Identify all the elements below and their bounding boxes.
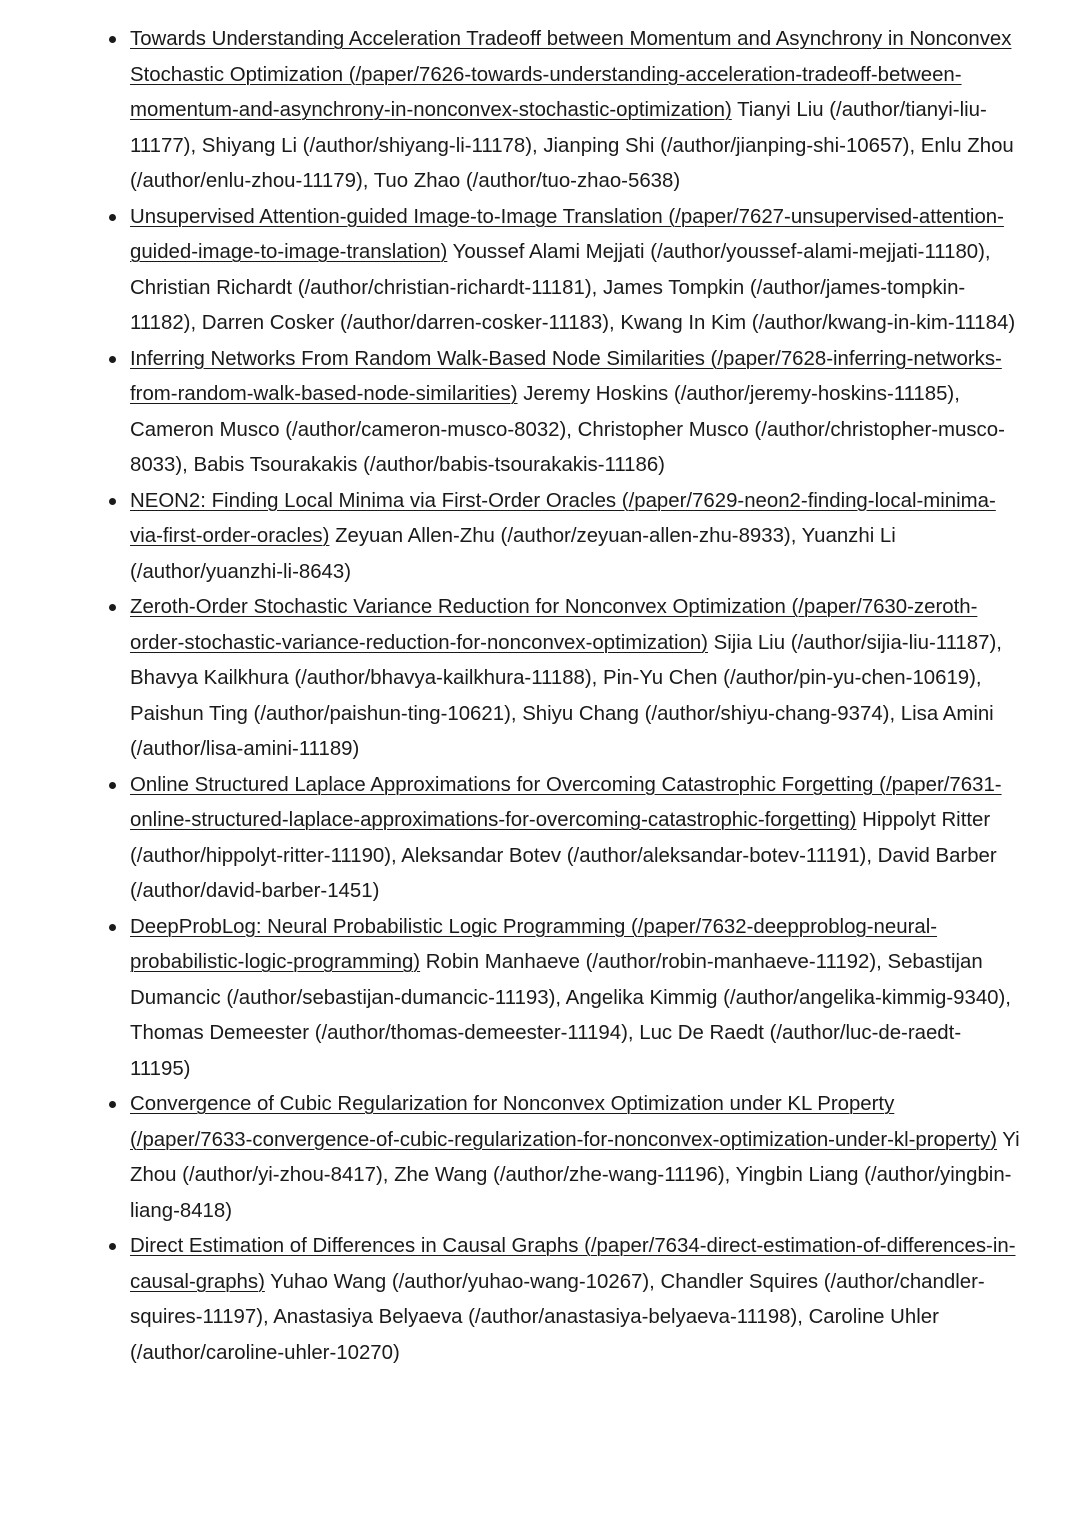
- list-item: [130, 910, 1020, 1088]
- paper-list: [60, 22, 1020, 1371]
- paper-authors: Zeyuan Allen-Zhu (/author/zeyuan-allen-zhu-8933), Yuanzhi Li (/author/yuanzhi-li-8643): [130, 525, 896, 583]
- list-item: [130, 484, 1020, 591]
- paper-authors: Yuhao Wang (/author/yuhao-wang-10267), Chandler Squires (/author/chandler-squires-11197), Anastasiya Belyaeva (/author/anastasiya-belyaeva-11198), Caroline Uhler (/author/caroline-uhler-10270): [130, 1270, 985, 1364]
- paper-authors: Sijia Liu (/author/sijia-liu-11187), Bhavya Kailkhura (/author/bhavya-kailkhura-11188), Pin-Yu Chen (/author/pin-yu-chen-10619), Paishun Ting (/author/paishun-ting-10621), Shiyu Chang (/author/shiyu-chang-9374), Lisa Amini (/author/lisa-amini-11189): [130, 631, 1002, 760]
- paper-title-link[interactable]: Towards Understanding Acceleration Tradeoff between Momentum and Asynchrony in Nonconvex Stochastic Optimization (/paper/7626-towards-understanding-acceleration-tradeoff-between-momentum-and-asynchrony-in-nonconvex-stochastic-optimization): [130, 28, 1012, 121]
- list-item: [130, 22, 1020, 200]
- paper-title-link[interactable]: NEON2: Finding Local Minima via First-Order Oracles (/paper/7629-neon2-finding-local-minima-via-first-order-oracles): [130, 489, 996, 547]
- list-item: [130, 200, 1020, 342]
- paper-title-link[interactable]: DeepProbLog: Neural Probabilistic Logic Programming (/paper/7632-deepproblog-neural-probabilistic-logic-programming): [130, 915, 938, 973]
- list-item: [130, 342, 1020, 484]
- paper-authors: Hippolyt Ritter (/author/hippolyt-ritter-11190), Aleksandar Botev (/author/aleksandar-botev-11191), David Barber (/author/david-barber-1451): [130, 809, 997, 902]
- list-item: [130, 1087, 1020, 1229]
- paper-title-link[interactable]: Convergence of Cubic Regularization for Nonconvex Optimization under KL Property (/paper/7633-convergence-of-cubic-regularization-for-nonconvex-optimization-under-kl-property): [130, 1093, 998, 1151]
- paper-authors: Yi Zhou (/author/yi-zhou-8417), Zhe Wang (/author/zhe-wang-11196), Yingbin Liang (/author/yingbin-liang-8418): [130, 1128, 1020, 1222]
- list-item: [130, 590, 1020, 768]
- paper-authors: Jeremy Hoskins (/author/jeremy-hoskins-11185), Cameron Musco (/author/cameron-musco-8032), Christopher Musco (/author/christopher-musco-8033), Babis Tsourakakis (/author/babis-tsourakakis-11186): [130, 383, 1005, 476]
- paper-authors: Tianyi Liu (/author/tianyi-liu-11177), Shiyang Li (/author/shiyang-li-11178), Jianping Shi (/author/jianping-shi-10657), Enlu Zhou (/author/enlu-zhou-11179), Tuo Zhao (/author/tuo-zhao-5638): [130, 99, 1014, 192]
- paper-title-link[interactable]: Zeroth-Order Stochastic Variance Reduction for Nonconvex Optimization (/paper/7630-zeroth-order-stochastic-variance-reduction-for-nonconvex-optimization): [130, 596, 978, 654]
- paper-title-link[interactable]: Inferring Networks From Random Walk-Based Node Similarities (/paper/7628-inferring-networks-from-random-walk-based-node-similarities): [130, 347, 1002, 405]
- paper-authors: Youssef Alami Mejjati (/author/youssef-alami-mejjati-11180), Christian Richardt (/author/christian-richardt-11181), James Tompkin (/author/james-tompkin-11182), Darren Cosker (/author/darren-cosker-11183), Kwang In Kim (/author/kwang-in-kim-11184): [130, 241, 1016, 334]
- list-item: [130, 1229, 1020, 1371]
- list-item: [130, 768, 1020, 910]
- paper-title-link[interactable]: Direct Estimation of Differences in Causal Graphs (/paper/7634-direct-estimation-of-differences-in-causal-graphs): [130, 1235, 1016, 1293]
- paper-title-link[interactable]: Unsupervised Attention-guided Image-to-Image Translation (/paper/7627-unsupervised-attention-guided-image-to-image-translation): [130, 205, 1004, 263]
- paper-authors: Robin Manhaeve (/author/robin-manhaeve-11192), Sebastijan Dumancic (/author/sebastijan-dumancic-11193), Angelika Kimmig (/author/angelika-kimmig-9340), Thomas Demeester (/author/thomas-demeester-11194), Luc De Raedt (/author/luc-de-raedt-11195): [130, 951, 1011, 1080]
- paper-title-link[interactable]: Online Structured Laplace Approximations for Overcoming Catastrophic Forgetting (/paper/7631-online-structured-laplace-approximations-for-overcoming-catastrophic-forgetting): [130, 773, 1002, 831]
